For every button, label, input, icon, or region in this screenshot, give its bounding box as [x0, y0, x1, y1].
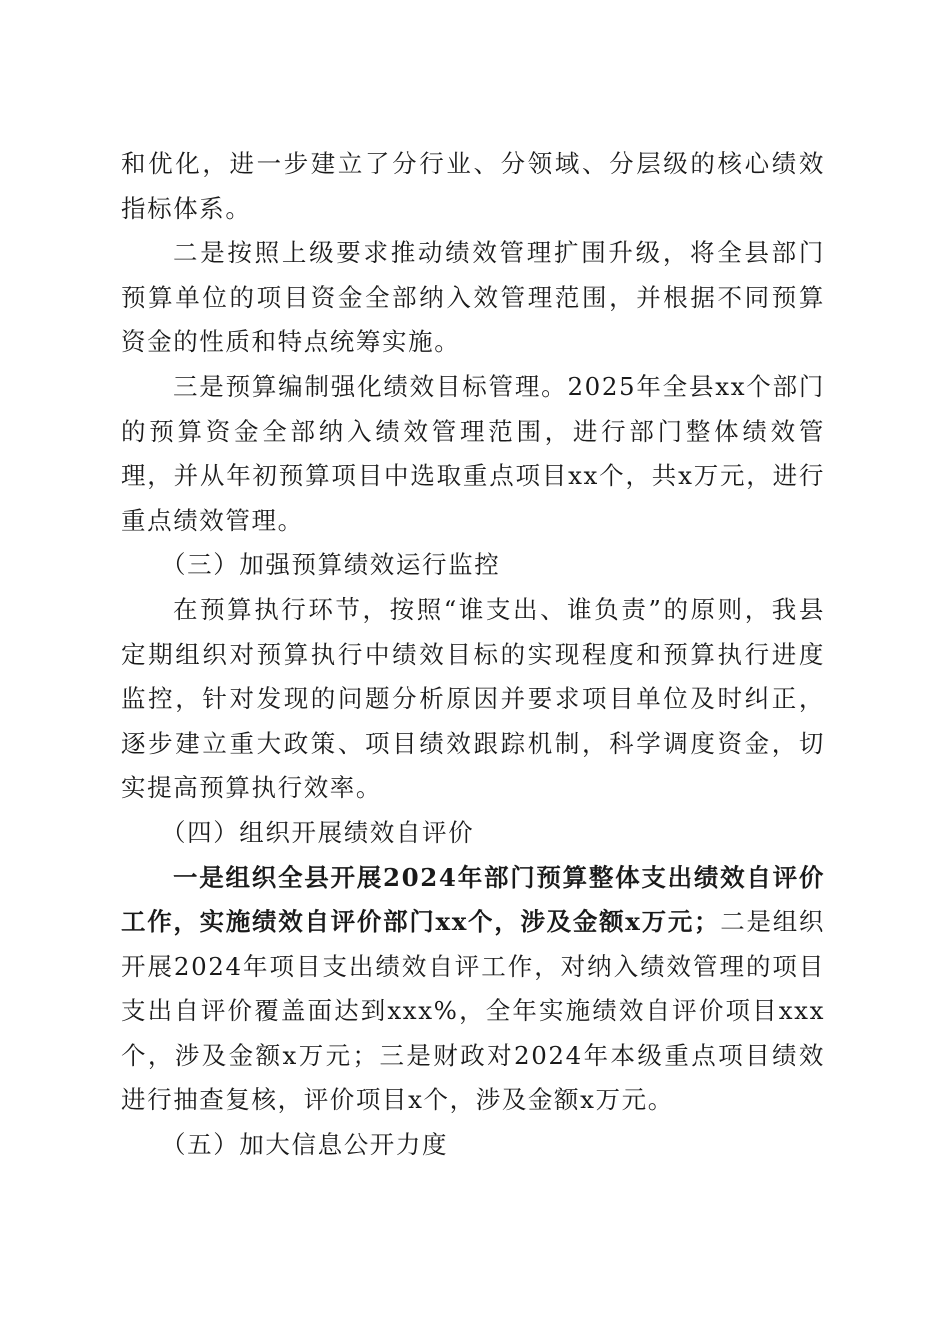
document-page [121, 142, 825, 1168]
section-heading-5: （五）加大信息公开力度 [161, 1130, 449, 1160]
section-heading-4: （四）组织开展绩效自评价 [161, 817, 475, 847]
paragraph-point-three: 三是预算编制强化绩效目标管理。2025年全县xx个部门的预算资金全部纳入绩效管理范围，进行部门整体绩效管理，并从年初预算项目中选取重点项目xx个，共x万元，进行重点绩效管理。 [121, 371, 825, 535]
paragraph-continuation: 和优化，进一步建立了分行业、分领域、分层级的核心绩效指标体系。 [121, 149, 825, 223]
paragraph-rest: 二是组织开展2024年项目支出绩效自评工作，对纳入绩效管理的项目支出自评价覆盖面达到xxx%，全年实施绩效自评价项目xxx个，涉及金额x万元；三是财政对2024年本级重点项目绩效进行抽查复核，评价项目x个，涉及金额x万元。 [121, 907, 825, 1115]
paragraph-self-evaluation [121, 856, 825, 1124]
section-heading-3: （三）加强预算绩效运行监控 [161, 550, 501, 580]
paragraph-bold-lead: 一是组织全县开展2024年部门预算整体支出绩效自评价工作，实施绩效自评价部门xx个，涉及金额x万元； [121, 862, 825, 937]
paragraph-point-two: 二是按照上级要求推动绩效管理扩围升级，将全县部门预算单位的项目资金全部纳入效管理范围，并根据不同预算资金的性质和特点统筹实施。 [121, 238, 825, 357]
paragraph-monitoring: 在预算执行环节，按照“谁支出、谁负责”的原则，我县定期组织对预算执行中绩效目标的实现程度和预算执行进度监控，针对发现的问题分析原因并要求项目单位及时纠正，逐步建立重大政策、项目绩效跟踪机制，科学调度资金，切实提高预算执行效率。 [121, 594, 825, 803]
